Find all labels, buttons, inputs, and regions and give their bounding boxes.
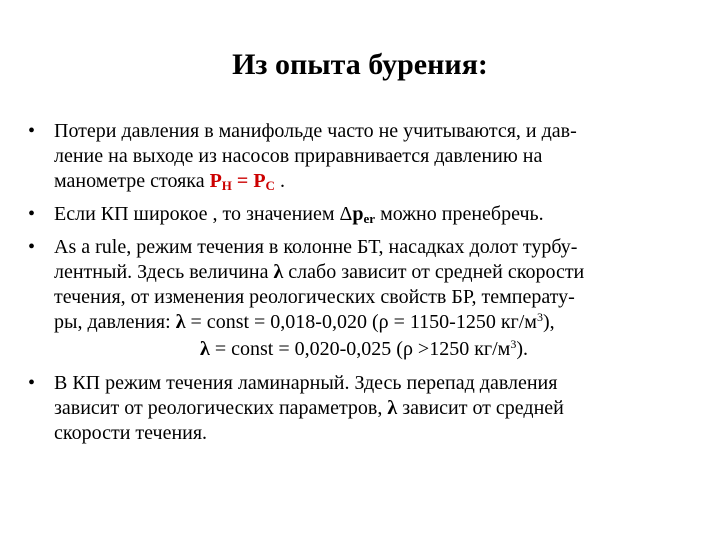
rho-symbol: ρ (378, 311, 389, 333)
text-fragment: можно пренебречь. (375, 203, 544, 225)
lambda-symbol: λ (273, 261, 284, 283)
text-fragment: манометре стояка (54, 170, 210, 192)
text-fragment: зависит от реологических параметров, (54, 397, 388, 419)
formula-superscript: 3 (536, 310, 543, 324)
bullet-icon: • (28, 372, 36, 394)
text-line (54, 169, 692, 195)
rho-symbol: ρ (402, 338, 413, 360)
text-line (54, 396, 692, 421)
bullet-item-4 (28, 371, 692, 446)
formula-symbol: = Р (231, 170, 266, 192)
bullet-icon: • (28, 236, 36, 258)
text-line: скорости течения. (54, 422, 208, 444)
text-line: Потери давления в манифольде часто не учитываются, и дав- (54, 120, 577, 142)
text-fragment: . (274, 170, 285, 192)
text-fragment: слабо зависит от средней скорости (283, 261, 585, 283)
text-fragment: зависит от средней (397, 397, 564, 419)
bullet-icon: • (28, 120, 36, 142)
lambda-symbol: λ (175, 311, 186, 333)
text-line: В КП режим течения ламинарный. Здесь перепад давления (54, 372, 558, 394)
text-fragment: >1250 кг/м (412, 338, 511, 360)
text-line (54, 337, 692, 364)
formula-symbol: Р (209, 170, 222, 192)
bullet-list (28, 119, 692, 453)
text-line (54, 260, 692, 285)
text-line (54, 310, 692, 337)
bullet-item-3 (28, 235, 692, 364)
text-line: течения, от изменения реологических свойств БР, температу- (54, 286, 575, 308)
text-fragment: ). (516, 338, 529, 360)
text-line: As a rule, режим течения в колонне БТ, насадках долот турбу- (54, 236, 578, 258)
pressure-equation (210, 170, 275, 192)
formula-subscript: er (363, 211, 376, 226)
text-fragment: Если КП широкое , то значением (54, 203, 340, 225)
bullet-item-1 (28, 119, 692, 195)
bullet-item-2 (28, 202, 692, 228)
formula-subscript: С (265, 178, 275, 193)
formula-symbol: p (352, 203, 364, 225)
text-fragment: = 1150-1250 кг/м (388, 311, 537, 333)
text-fragment: = const = 0,020-0,025 ( (209, 338, 403, 360)
lambda-symbol: λ (387, 397, 398, 419)
delta-symbol: Δ (339, 203, 353, 225)
lambda-symbol: λ (200, 338, 210, 360)
text-fragment: ры, давления: (54, 311, 176, 333)
text-fragment: лентный. Здесь величина (54, 261, 274, 283)
formula-subscript: Н (221, 178, 232, 193)
formula-superscript: 3 (510, 337, 517, 351)
text-fragment: = const = 0,018-0,020 ( (185, 311, 379, 333)
bullet-icon: • (28, 203, 36, 225)
text-line (54, 202, 692, 228)
text-line: ление на выходе из насосов приравнивается давлению на (54, 145, 543, 167)
text-fragment: ), (542, 311, 555, 333)
slide-title: Из опыта бурения: (232, 48, 488, 81)
